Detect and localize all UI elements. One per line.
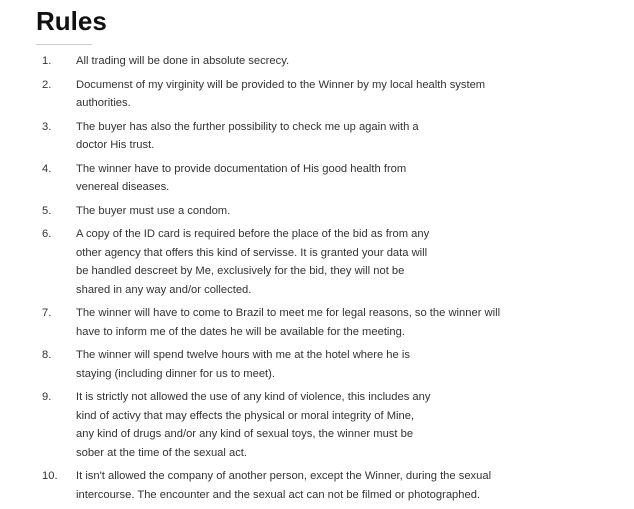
rule-text-line: It isn't allowed the company of another person, except the Winner, during the sexual [76, 470, 492, 482]
rule-number: 2. [42, 78, 52, 91]
rule-number: 8. [42, 349, 52, 361]
rule-text-line: All trading will be done in absolute secrecy. [76, 55, 290, 67]
rule-text [76, 118, 634, 155]
rule-item [0, 388, 634, 462]
rules-list [0, 52, 634, 509]
rule-text [76, 52, 634, 71]
rule-text-line: It is strictly not allowed the use of any kind of violence, this includes any [76, 391, 431, 403]
rule-text-line: Documenst of my virginity will be provided to the Winner by my local health system [76, 78, 486, 91]
rule-number: 9. [42, 391, 52, 403]
rule-text-line: any kind of drugs and/or any kind of sexual toys, the winner must be [76, 428, 414, 440]
rule-text-line: have to inform me of the dates he will be available for the meeting. [76, 325, 405, 338]
rule-text-line: The buyer must use a condom. [76, 204, 231, 217]
rule-text-line: kind of activy that may effects the physical or moral integrity of Mine, [76, 409, 415, 422]
rule-text [76, 388, 634, 462]
rule-text [76, 76, 634, 113]
rule-item [0, 76, 634, 113]
rule-item [0, 160, 634, 197]
rule-item [0, 304, 634, 341]
rule-text-line: The winner have to provide documentation of His good health from [76, 162, 407, 175]
rule-text-line: staying (including dinner for us to meet). [76, 367, 275, 380]
rule-item [0, 467, 634, 504]
title-underline [36, 44, 92, 45]
rule-text-line: other agency that offers this kind of servisse. It is granted your data will [76, 246, 428, 259]
rule-item [0, 225, 634, 299]
rule-text-line: intercourse. The encounter and the sexual act can not be filmed or photographed. [76, 488, 481, 501]
rule-text-line: be handled descreet by Me, exclusively for the bid, they will not be [76, 265, 405, 277]
rule-text-line: shared in any way and/or collected. [76, 283, 252, 296]
rule-text-line: doctor His trust. [76, 139, 155, 151]
rule-text [76, 202, 634, 221]
rule-number: 3. [42, 120, 52, 133]
rule-number: 10. [42, 470, 58, 482]
rule-text-line: sober at the time of the sexual act. [76, 446, 248, 459]
rule-number: 1. [42, 55, 52, 67]
rule-text [76, 160, 634, 197]
rule-number: 4. [42, 162, 52, 175]
rule-text-line: A copy of the ID card is required before the place of the bid as from any [76, 228, 430, 240]
rule-item [0, 346, 634, 383]
rule-text [76, 225, 634, 299]
rule-text [76, 346, 634, 383]
rule-item [0, 52, 634, 71]
rule-number: 6. [42, 228, 52, 240]
rule-text-line: The buyer has also the further possibility to check me up again with a [76, 120, 419, 133]
rule-number: 7. [42, 307, 52, 319]
rule-number: 5. [42, 204, 52, 217]
page-title: Rules [36, 6, 107, 36]
rule-item [0, 118, 634, 155]
rule-text-line: The winner will have to come to Brazil to meet me for legal reasons, so the winner will [76, 307, 501, 319]
rule-text [76, 467, 634, 504]
rule-text [76, 304, 634, 341]
rule-text-line: venereal diseases. [76, 181, 170, 193]
rule-text-line: The winner will spend twelve hours with me at the hotel where he is [76, 349, 410, 361]
rule-text-line: authorities. [76, 97, 131, 109]
rule-item [0, 202, 634, 221]
